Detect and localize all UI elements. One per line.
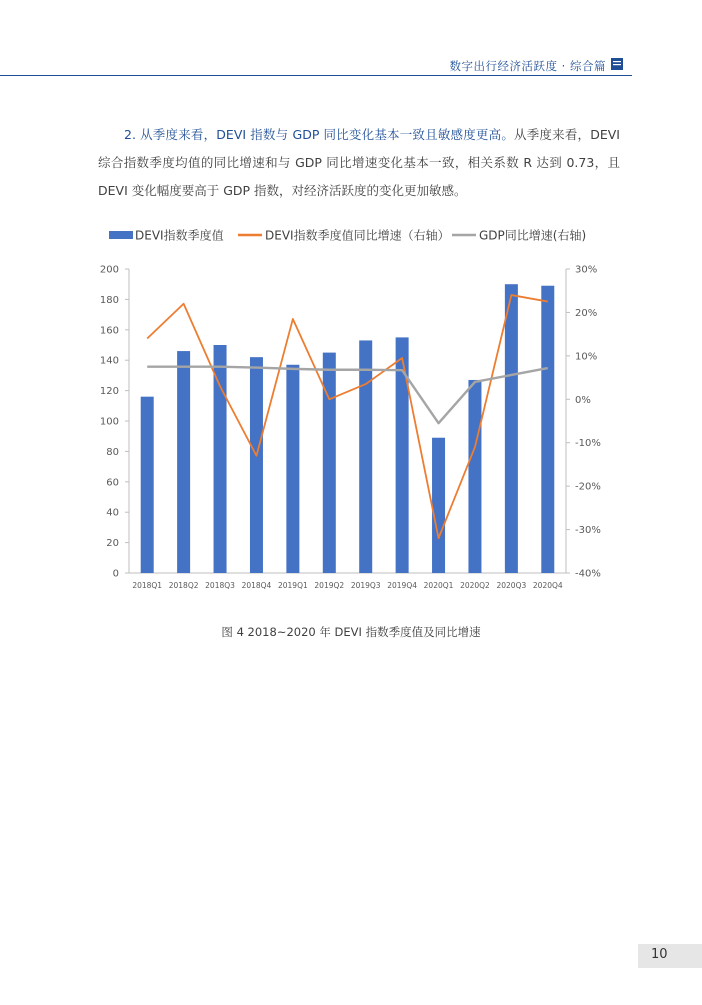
page-number: 10 — [651, 947, 668, 962]
x-tick-label: 2018Q2 — [168, 581, 199, 590]
y-right-tick-label: 10% — [575, 351, 598, 363]
y-left-tick-label: 40 — [106, 507, 119, 519]
paragraph-lead: 2. 从季度来看，DEVI 指数与 GDP 同比变化基本一致且敏感度更高。 — [124, 127, 515, 142]
y-right-tick-label: 0% — [575, 394, 591, 406]
line-devi-yoy — [147, 295, 548, 538]
y-left-tick-label: 140 — [99, 355, 119, 367]
bar-devi-quarterly — [468, 380, 481, 573]
y-left-tick-label: 60 — [106, 477, 119, 489]
x-tick-label: 2019Q3 — [350, 581, 381, 590]
bar-devi-quarterly — [214, 345, 227, 573]
y-left-tick-label: 160 — [99, 325, 119, 337]
page-number-box — [638, 944, 702, 968]
x-tick-label: 2020Q3 — [496, 581, 527, 590]
legend-item-gdp-yoy-label: GDP同比增速(右轴) — [479, 228, 587, 243]
x-tick-label: 2020Q2 — [460, 581, 490, 590]
y-left-tick-label: 80 — [106, 446, 119, 458]
bar-devi-quarterly — [541, 286, 554, 573]
y-left-tick-label: 100 — [99, 416, 119, 428]
x-tick-label: 2018Q1 — [132, 581, 163, 590]
bar-devi-quarterly — [250, 357, 263, 573]
bar-devi-quarterly — [286, 365, 299, 573]
y-left-tick-label: 180 — [99, 294, 119, 306]
x-tick-label: 2020Q4 — [532, 581, 563, 590]
bar-devi-quarterly — [396, 337, 409, 573]
legend-item-devi-label: DEVI指数季度值 — [135, 228, 224, 243]
y-right-tick-label: -20% — [575, 481, 601, 493]
y-right-tick-label: 20% — [575, 307, 598, 319]
y-right-tick-label: -10% — [575, 438, 601, 450]
legend-item-devi-yoy-label: DEVI指数季度值同比增速（右轴） — [265, 228, 450, 243]
y-left-tick-label: 0 — [112, 568, 119, 580]
bar-devi-quarterly — [323, 353, 336, 573]
x-tick-label: 2019Q4 — [387, 581, 418, 590]
x-tick-label: 2018Q4 — [241, 581, 272, 590]
bar-devi-quarterly — [359, 340, 372, 573]
x-tick-label: 2019Q2 — [314, 581, 345, 590]
legend-item-devi-swatch — [109, 231, 133, 239]
bar-devi-quarterly — [141, 397, 154, 573]
y-right-tick-label: -30% — [575, 525, 601, 537]
x-tick-label: 2020Q1 — [423, 581, 454, 590]
bar-devi-quarterly — [432, 438, 445, 573]
y-right-tick-label: -40% — [575, 568, 601, 580]
y-left-tick-label: 20 — [106, 538, 119, 550]
header-title: 数字出行经济活跃度 · 综合篇 — [449, 59, 606, 73]
bar-devi-quarterly — [505, 284, 518, 573]
y-right-tick-label: 30% — [575, 264, 598, 276]
x-tick-label: 2018Q3 — [205, 581, 235, 590]
paragraph-body: 从季度来看，DEVI 综合指数季度均值的同比增速和与 GDP 同比增速变化基本一致，相关系数 R 达到 0.73，且 DEVI 变化幅度要高于 GDP 指数，对经济活跃度的变化更加敏感。 — [98, 127, 620, 198]
y-left-tick-label: 120 — [99, 386, 119, 398]
x-tick-label: 2019Q1 — [277, 581, 308, 590]
bar-devi-quarterly — [177, 351, 190, 573]
y-left-tick-label: 200 — [99, 264, 119, 276]
figure-caption: 图 4 2018~2020 年 DEVI 指数季度值及同比增速 — [221, 625, 481, 639]
